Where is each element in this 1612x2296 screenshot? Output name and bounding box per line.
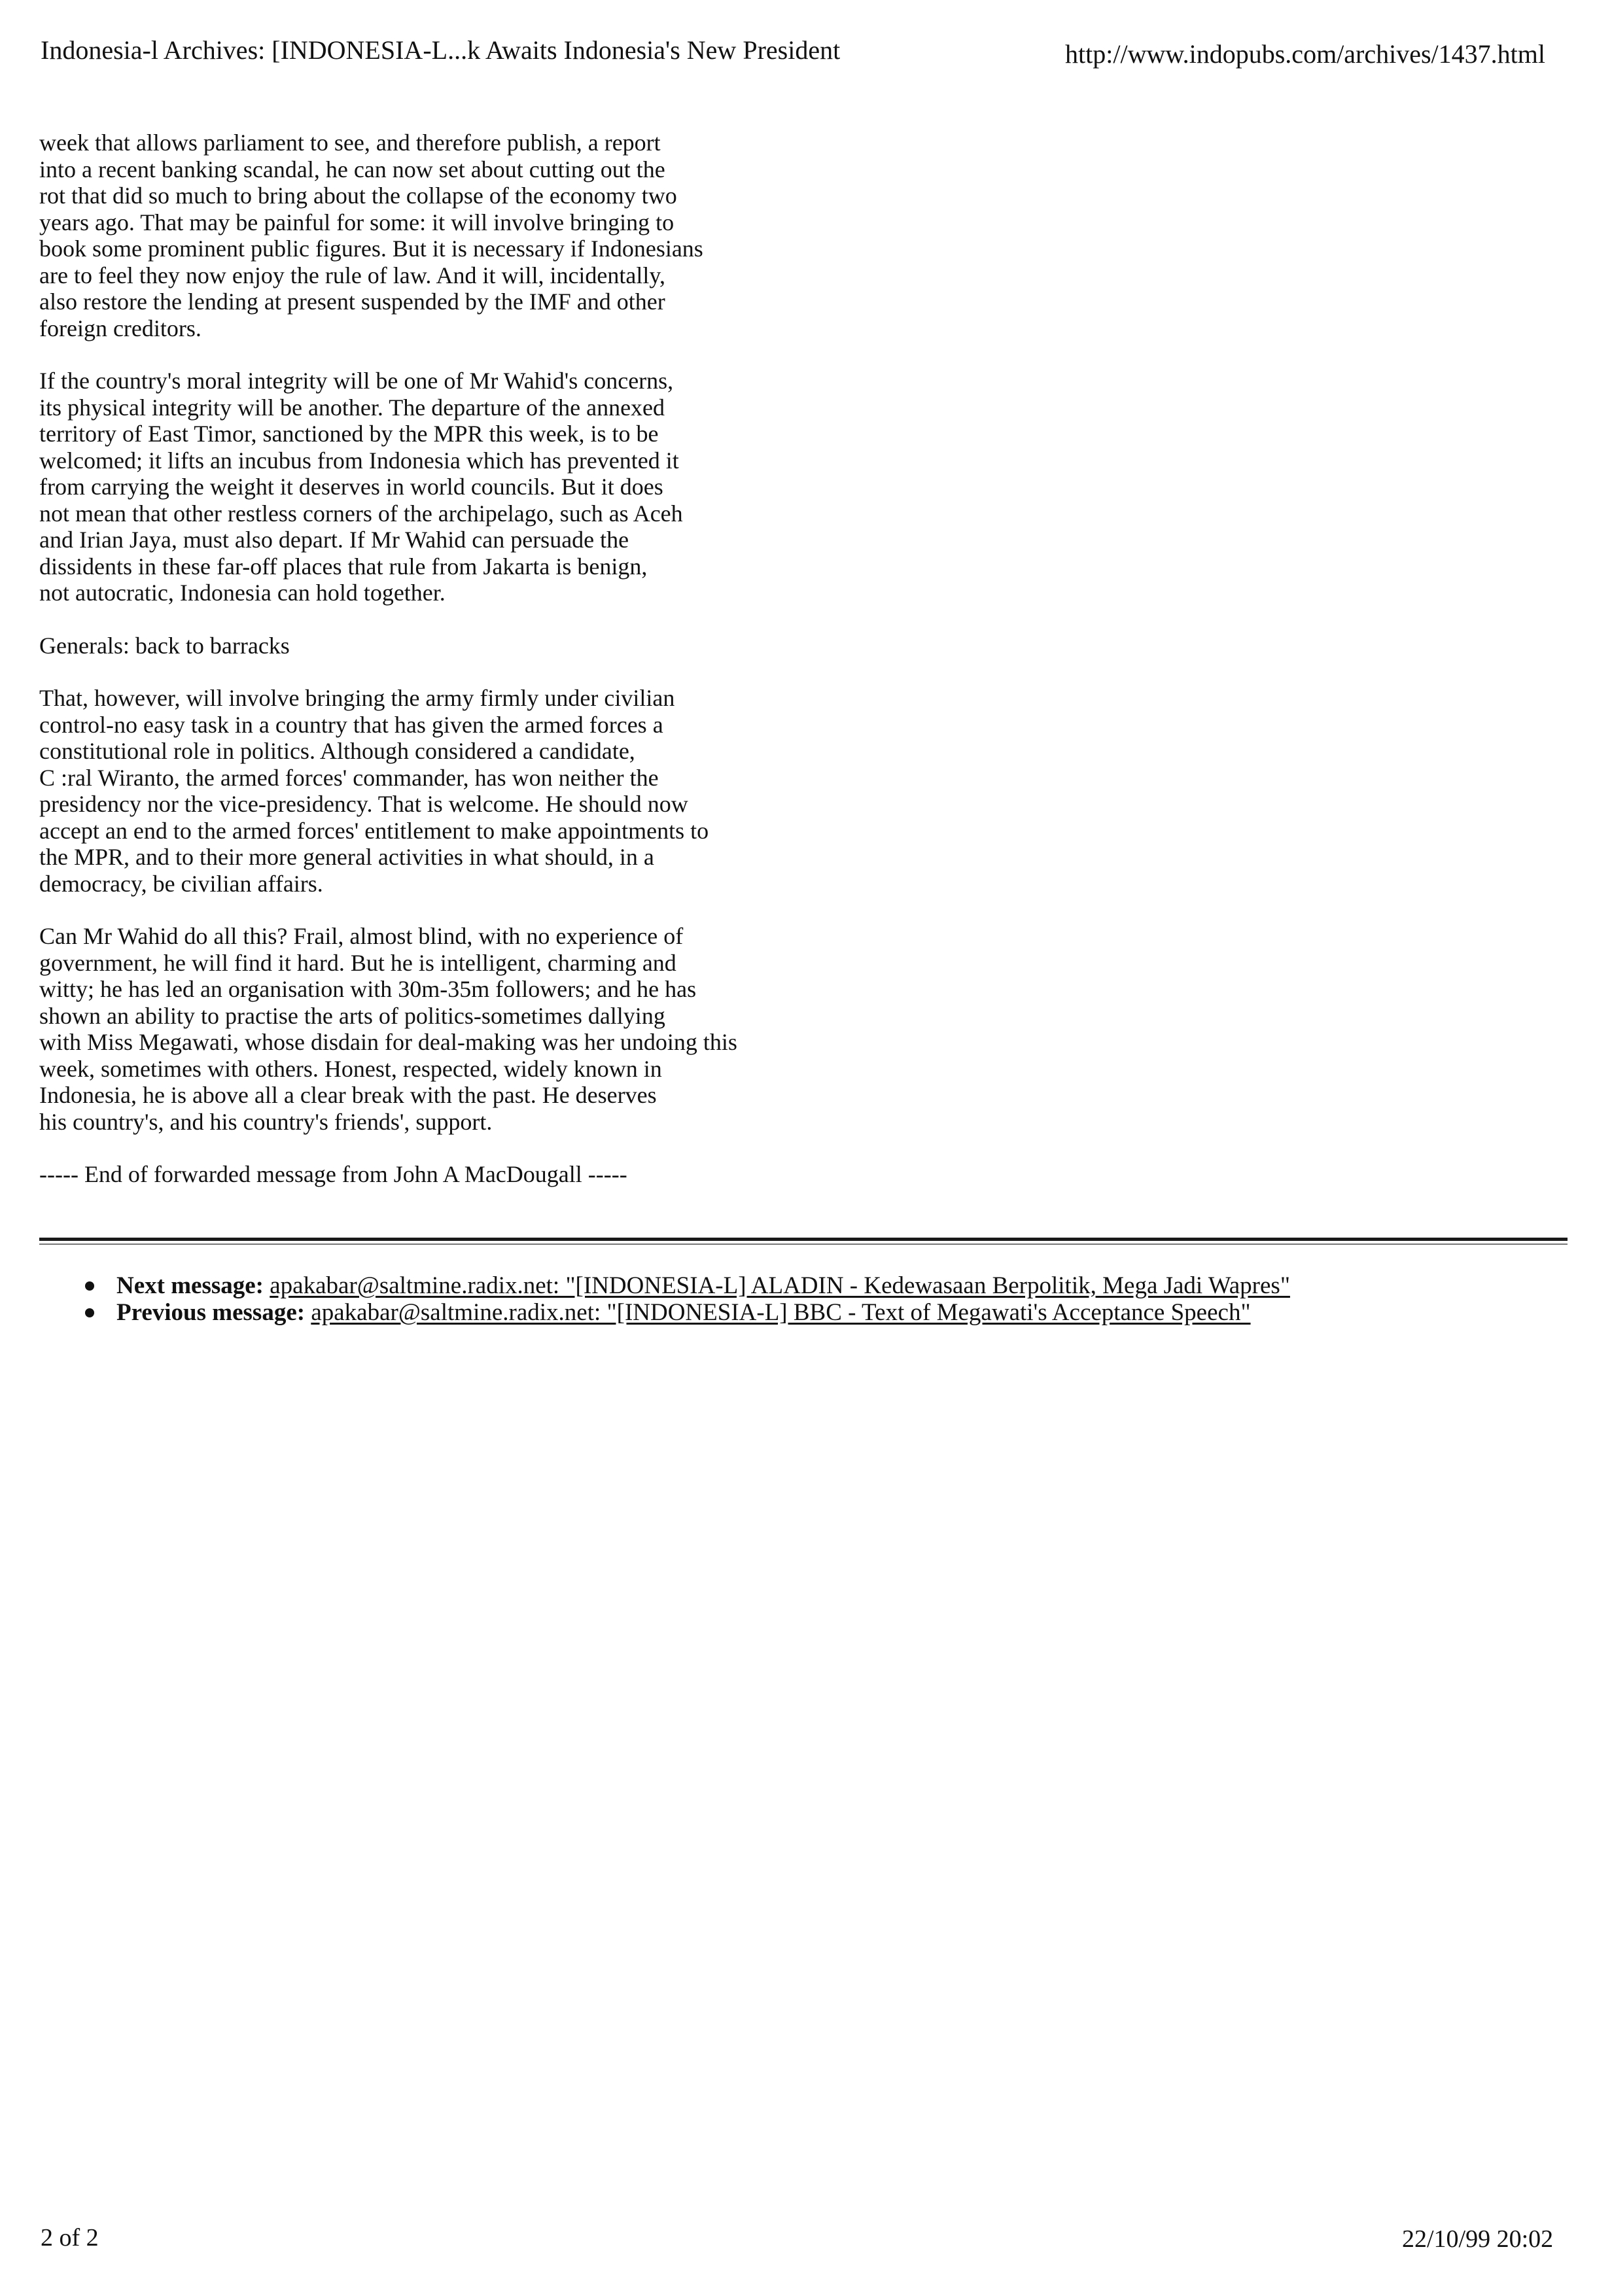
text-line: government, he will find it hard. But he is intelligent, charming and [39,949,676,976]
text-line: the MPR, and to their more general activities in what should, in a [39,844,654,870]
text-line: Indonesia, he is above all a clear break with the past. He deserves [39,1082,657,1108]
text-line: witty; he has led an organisation with 30m-35m followers; and he has [39,976,697,1002]
text-line: accept an end to the armed forces' entitlement to make appointments to [39,817,709,844]
bullet-icon [85,1281,94,1291]
text-line: and Irian Jaya, must also depart. If Mr Wahid can persuade the [39,527,629,553]
text-line: rot that did so much to bring about the collapse of the economy two [39,183,677,209]
previous-message-link[interactable]: apakabar@saltmine.radix.net: "[INDONESIA-L] BBC - Text of Megawati's Acceptance Speech" [311,1299,1251,1326]
rule-thick-line [39,1238,1568,1241]
previous-message-item [85,1299,1290,1326]
previous-message-label: Previous message: [116,1299,306,1326]
text-line: dissidents in these far-off places that rule from Jakarta is benign, [39,553,648,580]
text-line: foreign creditors. [39,315,202,341]
text-line: C :ral Wiranto, the armed forces' commander, has won neither the [39,764,659,791]
print-header-title: Indonesia-l Archives: [INDONESIA-L...k Awaits Indonesia's New President [41,35,841,65]
text-line: from carrying the weight it deserves in world councils. But it does [39,474,663,500]
next-message-label: Next message: [116,1272,264,1299]
text-line: Can Mr Wahid do all this? Frail, almost blind, with no experience of [39,923,684,949]
text-line: democracy, be civilian affairs. [39,870,323,897]
horizontal-rule [39,1238,1568,1247]
rule-thin-line [39,1244,1568,1245]
next-message-item [85,1272,1290,1299]
text-line: presidency nor the vice-presidency. That is welcome. He should now [39,791,688,817]
text-line: control-no easy task in a country that has given the armed forces a [39,711,663,738]
text-line: also restore the lending at present suspended by the IMF and other [39,288,665,315]
text-line: shown an ability to practise the arts of politics-sometimes dallying [39,1002,665,1029]
article-paragraph [39,368,916,606]
print-page-number: 2 of 2 [41,2224,99,2252]
article-body [39,130,916,1188]
article-paragraph [39,923,916,1135]
text-line: its physical integrity will be another. The departure of the annexed [39,394,665,421]
text-line: his country's, and his country's friends', support. [39,1108,493,1135]
text-line: week, sometimes with others. Honest, respected, widely known in [39,1055,662,1082]
text-line: years ago. That may be painful for some: it will involve bringing to [39,209,675,235]
text-line: with Miss Megawati, whose disdain for deal-making was her undoing this [39,1029,737,1055]
section-subheading: Generals: back to barracks [39,632,290,659]
text-line: not mean that other restless corners of the archipelago, such as Aceh [39,500,683,527]
text-line: welcomed; it lifts an incubus from Indonesia which has prevented it [39,447,679,474]
text-line: territory of East Timor, sanctioned by the MPR this week, is to be [39,421,659,447]
text-line: constitutional role in politics. Although considered a candidate, [39,738,635,764]
print-header-url: http://www.indopubs.com/archives/1437.html [1065,39,1546,69]
bullet-icon [85,1308,94,1317]
text-line: That, however, will involve bringing the army firmly under civilian [39,685,675,711]
text-line: are to feel they now enjoy the rule of law. And it will, incidentally, [39,262,666,288]
message-navigation [85,1272,1290,1326]
print-timestamp: 22/10/99 20:02 [1402,2225,1554,2253]
text-line: not autocratic, Indonesia can hold together. [39,580,446,606]
text-line: If the country's moral integrity will be one of Mr Wahid's concerns, [39,368,674,394]
next-message-link[interactable]: apakabar@saltmine.radix.net: "[INDONESIA-L] ALADIN - Kedewasaan Berpolitik, Mega Jadi Wapres" [270,1272,1290,1299]
text-line: into a recent banking scandal, he can now set about cutting out the [39,156,665,183]
text-line: book some prominent public figures. But it is necessary if Indonesians [39,235,703,262]
forward-end-note: ----- End of forwarded message from John A MacDougall ----- [39,1161,627,1187]
article-paragraph [39,685,916,897]
article-paragraph [39,130,916,341]
text-line: week that allows parliament to see, and therefore publish, a report [39,130,661,156]
